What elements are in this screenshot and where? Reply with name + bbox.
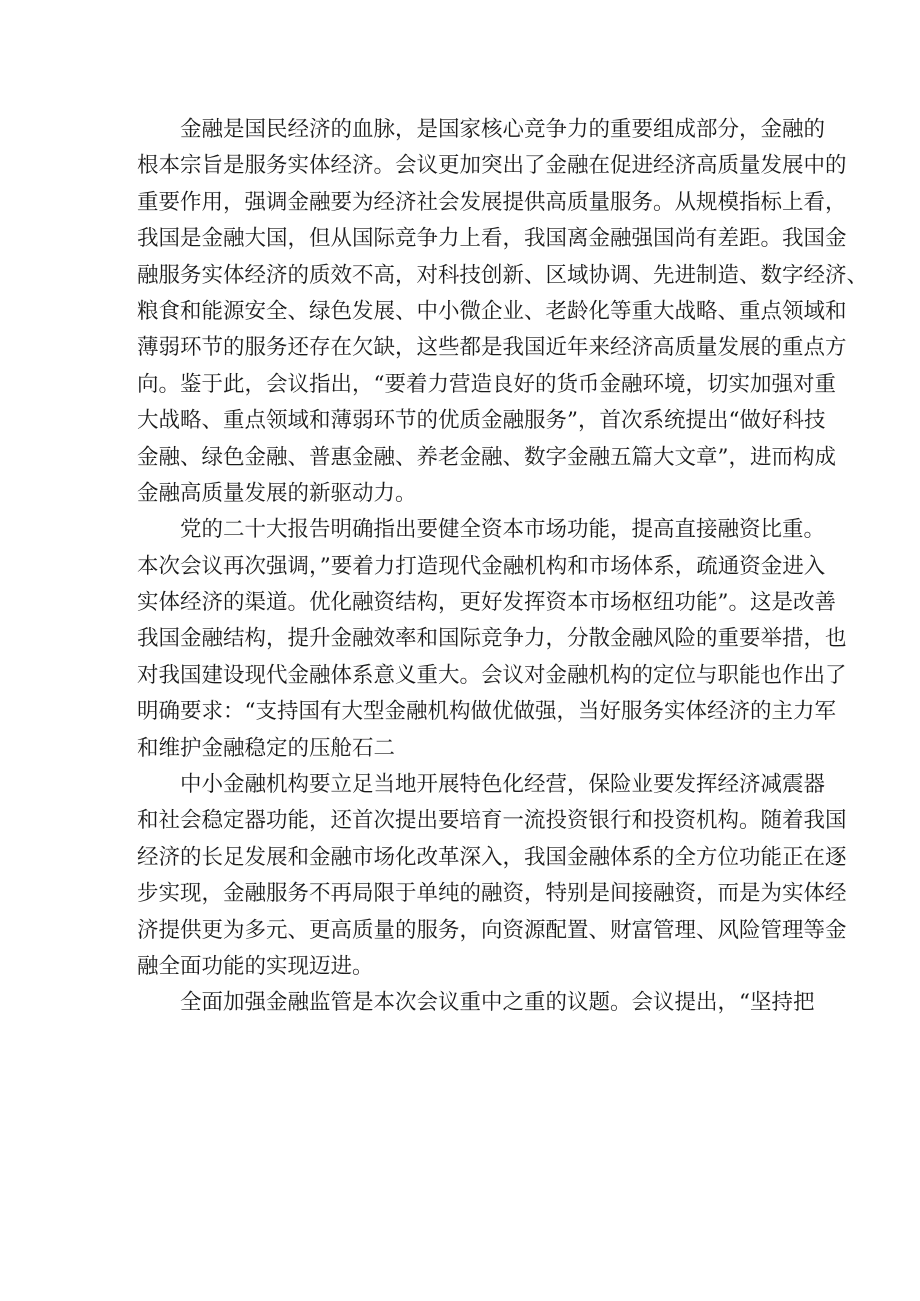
paragraph-line: 向。鉴于此，会议指出，“要着力营造良好的货币金融环境，切实加强对重: [137, 371, 836, 397]
paragraph-line: 对我国建设现代金融体系意义重大。会议对金融机构的定位与职能也作出了: [137, 662, 847, 688]
paragraph-line: 我国是金融大国，但从国际竞争力上看，我国离金融强国尚有差距。我国金: [137, 226, 847, 252]
paragraph-line: 本次会议再次强调，”要着力打造现代金融机构和市场体系，疏通资金进入: [137, 553, 826, 579]
paragraph-line: 党的二十大报告明确指出要健全资本市场功能，提高直接融资比重。: [180, 517, 826, 543]
paragraph-line: 薄弱环节的服务还存在欠缺，这些都是我国近年来经济高质量发展的重点方: [137, 335, 847, 361]
paragraph-line: 和社会稳定器功能，还首次提出要培育一流投资银行和投资机构。随着我国: [137, 808, 847, 834]
paragraph-line: 我国金融结构，提升金融效率和国际竞争力，分散金融风险的重要举措，也: [137, 626, 847, 652]
paragraph-1: [137, 112, 869, 512]
paragraph-line: 金融高质量发展的新驱动力。: [137, 480, 417, 506]
paragraph-line: 金融、绿色金融、普惠金融、养老金融、数字金融五篇大文章”，进而构成: [137, 444, 836, 470]
paragraph-2: [137, 512, 847, 767]
paragraph-line: 和维护金融稳定的压舱石二: [137, 735, 396, 761]
paragraph-line: 步实现，金融服务不再局限于单纯的融资，特别是间接融资，而是为实体经: [137, 881, 847, 907]
paragraph-line: 中小金融机构要立足当地开展特色化经营，保险业要发挥经济减震器: [180, 772, 826, 798]
paragraph-line: 大战略、重点领域和薄弱环节的优质金融服务”，首次系统提出“做好科技: [137, 408, 826, 434]
document-body: [137, 112, 869, 1022]
paragraph-4: [137, 985, 815, 1021]
paragraph-line: 金融是国民经济的血脉，是国家核心竞争力的重要组成部分，金融的: [180, 117, 826, 142]
paragraph-line: 济提供更为多元、更高质量的服务，向资源配置、财富管理、风险管理等金: [137, 917, 847, 943]
paragraph-line: 明确要求：“支持国有大型金融机构做优做强，当好服务实体经济的主力军: [137, 699, 836, 725]
paragraph-line: 粮食和能源安全、绿色发展、中小微企业、老龄化等重大战略、重点领域和: [137, 298, 847, 324]
paragraph-line: 实体经济的渠道。优化融资结构，更好发挥资本市场枢纽功能”。这是改善: [137, 590, 836, 616]
paragraph-line: 重要作用，强调金融要为经济社会发展提供高质量服务。从规模指标上看，: [137, 189, 847, 215]
paragraph-line: 融全面功能的实现迈进。: [137, 953, 374, 979]
paragraph-line: 经济的长足发展和金融市场化改革深入，我国金融体系的全方位功能正在逐: [137, 844, 847, 870]
paragraph-line: 根本宗旨是服务实体经济。会议更加突出了金融在促进经济高质量发展中的: [137, 153, 847, 179]
paragraph-3: [137, 767, 847, 985]
paragraph-line: 全面加强金融监管是本次会议重中之重的议题。会议提出，“坚持把: [180, 990, 815, 1016]
paragraph-line: 融服务实体经济的质效不高，对科技创新、区域协调、先进制造、数字经济、: [137, 262, 869, 288]
